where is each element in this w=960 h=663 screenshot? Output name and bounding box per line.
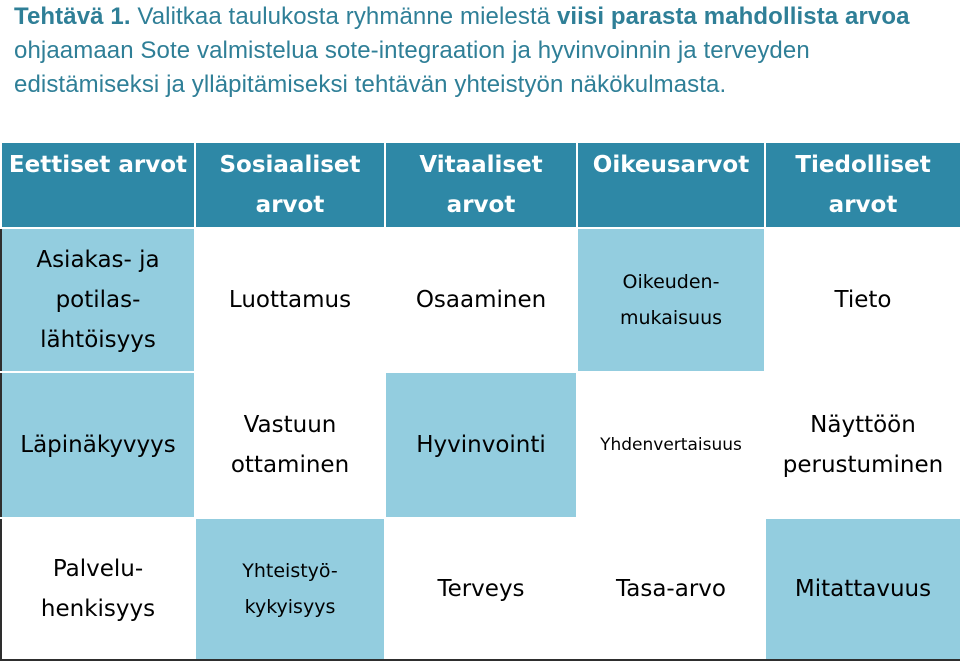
header-eettiset (1, 142, 195, 228)
value-cell-mitattavuus[interactable] (765, 518, 960, 660)
value-cell-osaaminen[interactable] (385, 228, 577, 372)
cell-line: Mitattavuus (794, 576, 932, 602)
header-sosiaaliset (195, 142, 385, 228)
value-cell-vastuun-ottaminen[interactable] (195, 372, 385, 518)
header-line: Oikeusarvot (592, 152, 750, 178)
value-cell-oikeudenmukaisuus[interactable] (577, 228, 765, 372)
value-cell-yhteistyokykyisyys[interactable] (195, 518, 385, 660)
header-oikeusarvot (577, 142, 765, 228)
cell-line: Yhteistyö- (242, 560, 338, 582)
header-row (1, 142, 960, 228)
values-table (0, 141, 960, 661)
cell-line: Läpinäkyvyys (20, 432, 176, 458)
cell-line: potilas- (55, 287, 141, 313)
task-label: Tehtävä 1. (14, 3, 131, 30)
cell-line: Hyvinvointi (416, 432, 546, 458)
cell-line: mukaisuus (619, 307, 723, 329)
value-cell-tieto[interactable] (765, 228, 960, 372)
task-instruction (14, 0, 950, 102)
header-line: Tiedolliset (795, 152, 931, 178)
cell-line: lähtöisyys (40, 327, 156, 353)
header-line: Eettiset arvot (8, 152, 188, 178)
cell-line: Tieto (834, 287, 892, 313)
value-cell-luottamus[interactable] (195, 228, 385, 372)
cell-line: henkisyys (40, 596, 156, 622)
value-cell-lapinakyvyys[interactable] (1, 372, 195, 518)
cell-line: Terveys (437, 576, 525, 602)
cell-line: Tasa-arvo (616, 576, 726, 602)
value-cell-asiakas-ja-potilaslahtoisyys[interactable] (1, 228, 195, 372)
table-row (1, 228, 960, 372)
value-cell-palveluhenkisyys[interactable] (1, 518, 195, 660)
cell-line: Oikeuden- (622, 271, 720, 293)
cell-line: Osaaminen (415, 287, 547, 313)
header-line: arvot (828, 192, 898, 218)
value-cell-yhdenvertaisuus[interactable] (577, 372, 765, 518)
header-line: arvot (255, 192, 325, 218)
instruction-text-1: Valitkaa taulukosta ryhmänne mielestä (130, 3, 557, 30)
instruction-emphasis: viisi parasta mahdollista arvoa (556, 3, 910, 30)
cell-line: ottaminen (230, 452, 350, 478)
header-line: Vitaaliset (419, 152, 543, 178)
header-vitaaliset (385, 142, 577, 228)
header-line: arvot (446, 192, 516, 218)
cell-line: Asiakas- ja (36, 247, 160, 273)
value-cell-tasa-arvo[interactable] (577, 518, 765, 660)
instruction-text-2: ohjaamaan Sote valmistelua sote-integraation ja hyvinvoinnin ja terveyden edistämiseksi ja ylläpitämiseksi tehtävän yhteistyön näkökulmasta. (14, 37, 810, 98)
cell-line: Yhdenvertaisuus (600, 435, 742, 455)
cell-line: Vastuun (243, 412, 337, 438)
cell-line: kykyisyys (244, 596, 336, 618)
cell-line: perustuminen (782, 452, 944, 478)
cell-line: Luottamus (228, 287, 352, 313)
value-cell-hyvinvointi[interactable] (385, 372, 577, 518)
header-line: Sosiaaliset (219, 152, 361, 178)
value-cell-terveys[interactable] (385, 518, 577, 660)
table-row (1, 372, 960, 518)
value-cell-nayttoon-perustuminen[interactable] (765, 372, 960, 518)
cell-line: Palvelu- (52, 556, 144, 582)
header-tiedolliset (765, 142, 960, 228)
table-row (1, 518, 960, 660)
cell-line: Näyttöön (810, 412, 916, 438)
